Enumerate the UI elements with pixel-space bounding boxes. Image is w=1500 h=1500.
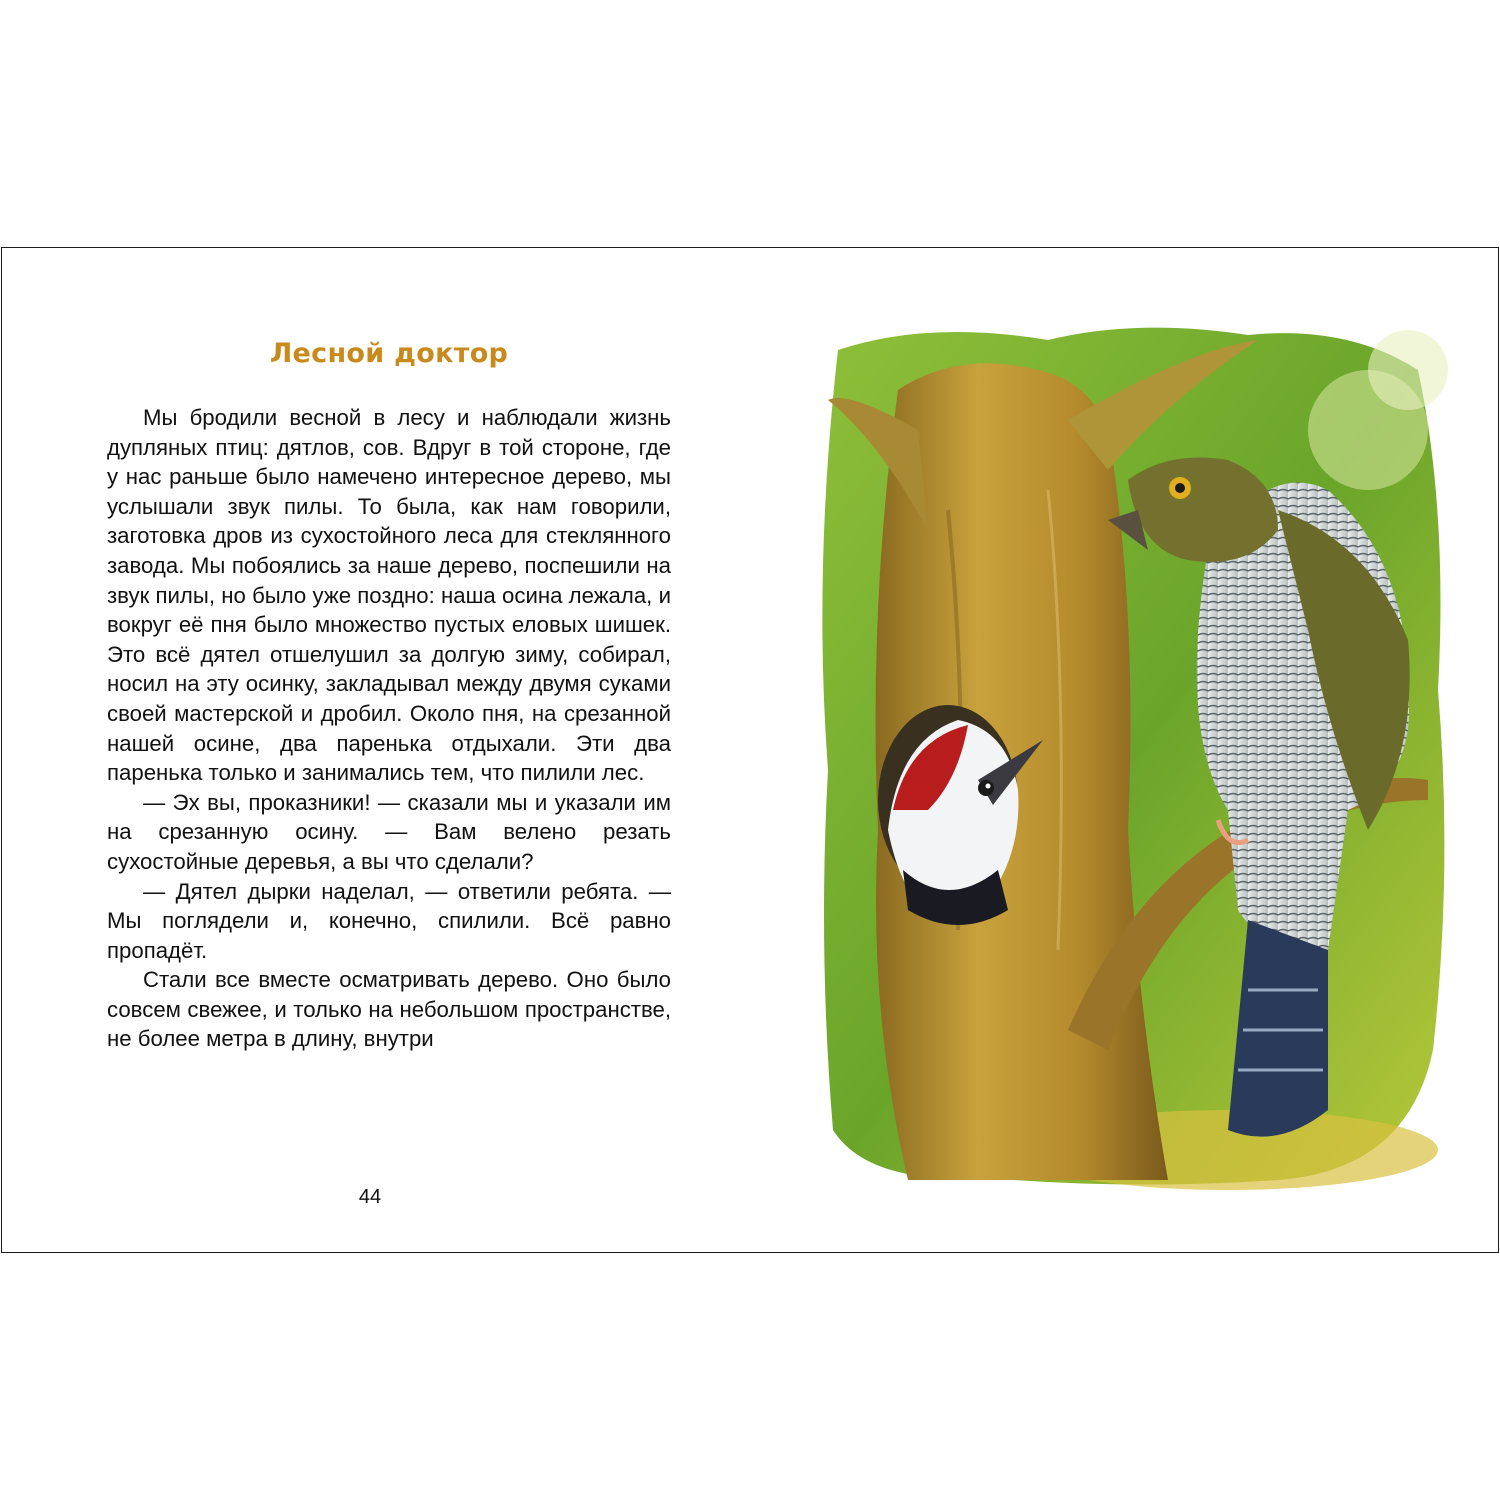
story-text — [107, 403, 671, 1054]
text-page — [107, 338, 671, 1054]
paragraph-2: — Эх вы, проказники! — сказали мы и указали им на срезанную осину. — Вам велено резать сухостойные деревья, а вы что сделали? — [107, 789, 671, 874]
page-number: 44 — [358, 1186, 382, 1208]
paragraph-3: — Дятел дырки наделал, — ответили ребята. — Мы поглядели и, конечно, спилили. Всё равно пропадёт. — [107, 878, 671, 963]
paragraph-1: Мы бродили весной в лесу и наблюдали жизнь дупляных птиц: дятлов, сов. Вдруг в той стороне, где у нас раньше было намечено интересное дерево, мы услышали звук пилы. То была, как нам говорили, заготовка дров из сухостойного леса для стеклянного завода. Мы побоялись за наше дерево, поспешили на звук пилы, но было уже поздно: наша осина лежала, и вокруг её пня было множество пустых еловых шишек. Это всё дятел отшелушил за долгую зиму, собирал, носил на эту осинку, закладывал между двумя суками своей мастерской и дробил. Около пня, на срезанной нашей осине, два паренька отдыхали. Эти два паренька только и занимались тем, что пилили лес. — [107, 405, 671, 786]
paragraph-4: Стали все вместе осматривать дерево. Оно было совсем свежее, и только на небольшом пространстве, не более метра в длину, внутри — [107, 967, 671, 1052]
page-title: Лесной доктор — [269, 338, 509, 369]
bird-illustration — [808, 310, 1455, 1195]
